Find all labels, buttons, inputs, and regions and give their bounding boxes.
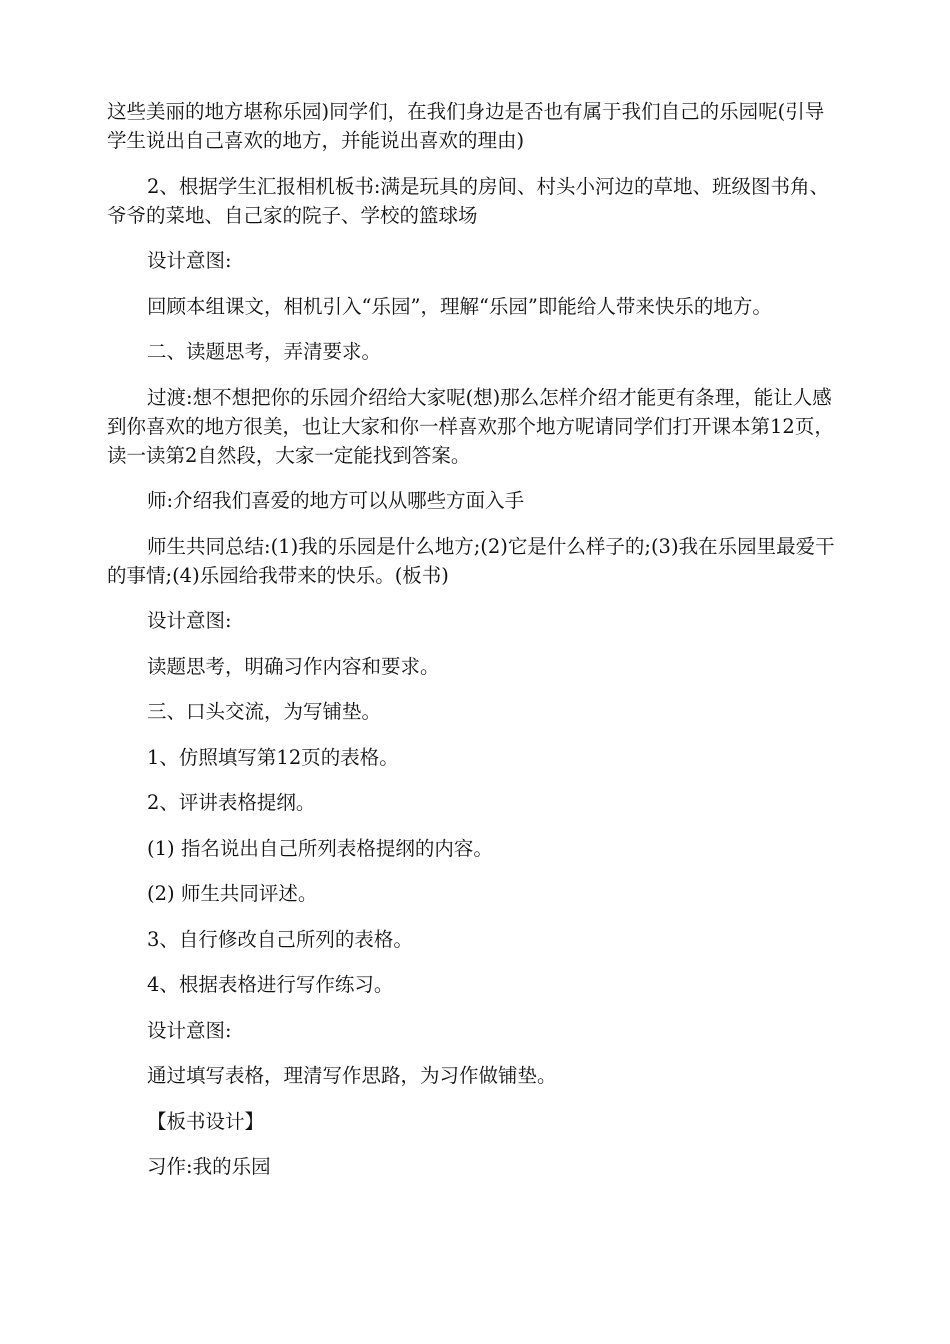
paragraph: 师生共同总结:(1)我的乐园是什么地方;(2)它是什么样子的;(3)我在乐园里最爱干的事情;(4)乐园给我带来的快乐。(板书) [107,534,835,587]
document-body [107,97,843,1181]
paragraph: 这些美丽的地方堪称乐园)同学们，在我们身边是否也有属于我们自己的乐园呢(引导学生说出自己喜欢的地方，并能说出喜欢的理由) [107,100,825,152]
section-heading: 三、口头交流，为写铺垫。 [147,700,382,723]
section-heading: 【板书设计】 [147,1109,265,1133]
list-item: (1) 指名说出自己所列表格提纲的内容。 [147,836,493,860]
paragraph: 通过填写表格，理清写作思路，为习作做铺垫。 [147,1064,557,1087]
list-item: 2、评讲表格提纲。 [147,791,316,814]
paragraph: 回顾本组课文，相机引入“乐园”，理解“乐园”即能给人带来快乐的地方。 [147,294,772,318]
list-item: 3、自行修改自己所列的表格。 [147,927,413,951]
list-item: 1、仿照填写第12页的表格。 [147,745,399,769]
section-note-label: 设计意图: [147,609,232,632]
list-item: (2) 师生共同评述。 [147,882,318,905]
section-note-label: 设计意图: [147,249,232,272]
section-heading: 二、读题思考，弄清要求。 [147,340,382,363]
section-note-label: 设计意图: [147,1018,232,1042]
paragraph: 2、根据学生汇报相机板书:满是玩具的房间、村头小河边的草地、班级图书角、爷爷的菜地、自己家的院子、学校的篮球场 [107,174,829,227]
paragraph: 读题思考，明确习作内容和要求。 [147,654,440,678]
paragraph: 过渡:想不想把你的乐园介绍给大家呢(想)那么怎样介绍才能更有条理，能让人感到你喜欢的地方很美，也让大家和你一样喜欢那个地方呢请同学们打开课本第12页，读一读第2自然段，大家一定能找到答案。 [107,385,834,467]
list-item: 4、根据表格进行写作练习。 [147,973,394,996]
paragraph: 习作:我的乐园 [147,1155,271,1178]
paragraph: 师:介绍我们喜爱的地方可以从哪些方面入手 [147,489,525,512]
